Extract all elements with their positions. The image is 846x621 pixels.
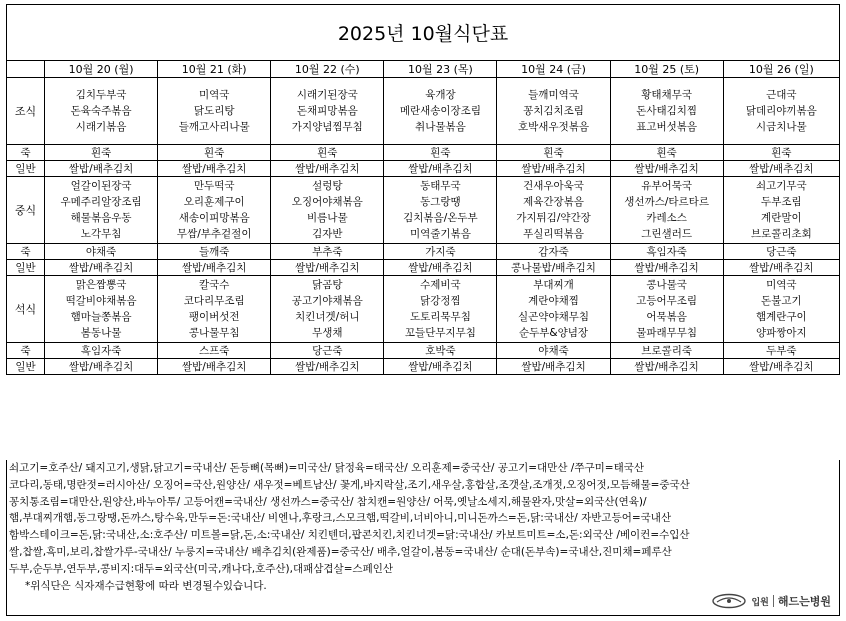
menu-item: 오리훈제구이: [183, 196, 245, 208]
menu-item: 제육간장볶음: [523, 196, 584, 208]
menu-item: 두부조림: [761, 196, 802, 208]
lunch-menu-cell: [384, 177, 497, 244]
menu-item: 떡갈비야채볶음: [65, 295, 137, 307]
porridge-cell: 브로콜리죽: [610, 343, 723, 359]
dinner-menu-cell: [610, 276, 723, 343]
menu-item: 햄계란구이: [755, 311, 807, 323]
dinner-label: 석식: [7, 276, 45, 343]
origin-lines: [7, 460, 839, 578]
menu-item: 김치두부국: [75, 89, 127, 101]
menu-item: 새송이피망볶음: [178, 212, 250, 224]
logo-name: 해드는병원: [777, 595, 831, 608]
dinner-menu-cell: [158, 276, 271, 343]
porridge-cell: 부추죽: [271, 244, 384, 260]
dinner-menu-cell: [45, 276, 158, 343]
menu-item: 김치볶음/온두부: [403, 212, 478, 224]
porridge-cell: 야채죽: [497, 343, 610, 359]
menu-item: 고등어무조림: [636, 295, 698, 307]
menu-item: 취나물볶음: [415, 121, 466, 133]
menu-item: 닭데리야끼볶음: [745, 105, 817, 117]
menu-item: 해물볶음우동: [70, 212, 132, 224]
regular-meal-cell: 쌀밥/배추김치: [271, 161, 384, 177]
porridge-cell: 스프죽: [158, 343, 271, 359]
regular-meal-cell: 쌀밥/배추김치: [158, 161, 271, 177]
breakfast-menu-cell: [723, 78, 839, 145]
menu-item: 봄동나물: [80, 327, 122, 339]
origin-line: 꽁치통조림=대만산,원양산,바누아투/ 고등어캔=국내산/ 생선까스=중국산/ 참치캔=원양산/ 어묵,옛날소세지,해물완자,맛살=외국산(연육)/: [9, 495, 647, 508]
menu-item: 무생채: [312, 327, 343, 339]
hospital-logo-icon: [711, 593, 747, 609]
menu-item: 돈육숙주볶음: [70, 105, 132, 117]
origin-line: 함박스테이크=돈,닭:국내산,소:호주산/ 미트볼=닭,돈,소:국내산/ 치킨텐더,팝콘치킨,치킨너겟=닭:국내산/ 카보트미트=소,돈:외국산 /베이컨=수입산: [9, 529, 690, 542]
menu-item: 치킨너겟/허니: [295, 311, 360, 323]
menu-item: 시래기볶음: [75, 121, 127, 133]
porridge-cell: 가지죽: [384, 244, 497, 260]
menu-item: 호박새우젓볶음: [518, 121, 590, 133]
menu-item: 닭곰탕: [312, 279, 343, 291]
menu-item: 가지양념찜무침: [291, 121, 363, 133]
menu-item: 얼갈이된장국: [70, 180, 132, 192]
menu-item: 꼬들단무지무침: [404, 327, 476, 339]
origin-line: 두부,순두부,연두부,콩비지:대두=외국산(미국,캐나다,호주산),대패삼겹살=스페인산: [9, 562, 394, 575]
porridge-cell: 흰죽: [158, 145, 271, 161]
regular-meal-cell: 쌀밥/배추김치: [384, 260, 497, 276]
lunch-row: [7, 177, 840, 244]
footer-note: *위식단은 식자재수급현황에 따라 변경될수있습니다.: [25, 579, 267, 592]
menu-item: 콩나물국: [646, 279, 687, 291]
lunch-menu-cell: [158, 177, 271, 244]
origin-line: 쌀,찹쌀,흑미,보리,찹쌀가루-국내산/ 누룽지=국내산/ 배추김치(완제품)=중국산/ 배추,얼갈이,봄동=국내산/ 순대(돈부속)=국내산,진미채=페루산: [9, 545, 672, 558]
date-header: 10월 22 (수): [271, 61, 384, 78]
porridge-cell: 흰죽: [497, 145, 610, 161]
porridge-label: 죽: [7, 244, 45, 260]
regular-meal-cell: 쌀밥/배추김치: [384, 161, 497, 177]
regular-meal-cell: 쌀밥/배추김치: [497, 161, 610, 177]
breakfast-porridge-row: [7, 145, 840, 161]
breakfast-label: 조식: [7, 78, 45, 145]
menu-item: 물파래무무침: [636, 327, 698, 339]
origin-line: 코다리,동태,명란젓=러시아산/ 오징어=국산,원양산/ 새우젓=베트남산/ 꽃게,바지락살,조기,새우살,홍합살,조갯살,조개젓,오징어젓,모듬해물=중국산: [9, 478, 690, 491]
lunch-menu-cell: [610, 177, 723, 244]
menu-item: 그린샐러드: [641, 228, 692, 240]
porridge-cell: 흰죽: [384, 145, 497, 161]
regular-meal-cell: 콩나물밥/배추김치: [497, 260, 610, 276]
menu-item: 부대찌개: [533, 279, 574, 291]
menu-item: 만두떡국: [193, 180, 235, 192]
regular-label: 일반: [7, 359, 45, 375]
menu-item: 햄마늘쫑볶음: [70, 311, 132, 323]
lunch-menu-cell: [45, 177, 158, 244]
porridge-cell: 흰죽: [610, 145, 723, 161]
menu-item: 비름나물: [307, 212, 348, 224]
menu-item: 실곤약야채무침: [518, 311, 590, 323]
menu-item: 맑은짬뽕국: [75, 279, 127, 291]
date-header: 10월 23 (목): [384, 61, 497, 78]
menu-item: 칼국수: [198, 279, 230, 291]
menu-item: 유부어묵국: [641, 180, 692, 192]
breakfast-menu-cell: [271, 78, 384, 145]
menu-item: 육개장: [425, 89, 456, 101]
porridge-label: 죽: [7, 145, 45, 161]
menu-item: 생선까스/타르타르: [624, 196, 709, 208]
dinner-row: [7, 276, 840, 343]
porridge-cell: 두부죽: [723, 343, 839, 359]
menu-item: 김자반: [312, 228, 343, 240]
breakfast-menu-cell: [610, 78, 723, 145]
regular-meal-cell: 쌀밥/배추김치: [158, 260, 271, 276]
breakfast-row: [7, 78, 840, 145]
menu-item: 코다리무조림: [183, 295, 245, 307]
menu-item: 동그랑땡: [420, 196, 461, 208]
porridge-cell: 호박죽: [384, 343, 497, 359]
menu-item: 푸실리떡볶음: [523, 228, 584, 240]
menu-item: 양파짱아지: [755, 327, 807, 339]
lunch-menu-cell: [723, 177, 839, 244]
regular-meal-cell: 쌀밥/배추김치: [271, 260, 384, 276]
dinner-menu-cell: [384, 276, 497, 343]
menu-item: 순두부&양념장: [519, 327, 589, 339]
porridge-cell: 흰죽: [723, 145, 839, 161]
logo-prefix: 입원: [751, 597, 769, 608]
menu-item: 공고기야채볶음: [291, 295, 363, 307]
menu-item: 메란새송이장조림: [399, 105, 481, 117]
regular-meal-cell: 쌀밥/배추김치: [723, 260, 839, 276]
regular-meal-cell: 쌀밥/배추김치: [723, 359, 839, 375]
menu-item: 미역국: [198, 89, 230, 101]
dinner-menu-cell: [723, 276, 839, 343]
menu-item: 계란야채찜: [528, 295, 579, 307]
menu-item: 계란말이: [761, 212, 802, 224]
regular-meal-cell: 쌀밥/배추김치: [45, 359, 158, 375]
regular-meal-cell: 쌀밥/배추김치: [45, 161, 158, 177]
breakfast-menu-cell: [45, 78, 158, 145]
date-header: 10월 21 (화): [158, 61, 271, 78]
logo-divider: [773, 595, 774, 607]
breakfast-regular-row: [7, 161, 840, 177]
menu-item: 수제비국: [420, 279, 461, 291]
breakfast-menu-cell: [384, 78, 497, 145]
breakfast-menu-cell: [158, 78, 271, 145]
breakfast-menu-cell: [497, 78, 610, 145]
menu-item: 어묵볶음: [646, 311, 687, 323]
menu-item: 무쌈/부추겉절이: [176, 228, 252, 240]
porridge-cell: 흰죽: [45, 145, 158, 161]
date-header: 10월 26 (일): [723, 61, 839, 78]
porridge-cell: 흑임자죽: [610, 244, 723, 260]
menu-item: 돈사태김치찜: [636, 105, 698, 117]
menu-item: 콩나물무침: [188, 327, 240, 339]
menu-item: 들깨고사리나물: [178, 121, 250, 133]
regular-meal-cell: 쌀밥/배추김치: [723, 161, 839, 177]
dinner-menu-cell: [271, 276, 384, 343]
menu-item: 꽁치김치조림: [523, 105, 584, 117]
menu-item: 설렁탕: [312, 180, 343, 192]
regular-meal-cell: 쌀밥/배추김치: [610, 260, 723, 276]
regular-meal-cell: 쌀밥/배추김치: [610, 359, 723, 375]
menu-item: 닭강정찜: [420, 295, 461, 307]
regular-meal-cell: 쌀밥/배추김치: [384, 359, 497, 375]
dinner-regular-row: [7, 359, 840, 375]
origin-line: 쇠고기=호주산/ 돼지고기,생닭,닭고기=국내산/ 돈등뼈(목뼈)=미국산/ 닭정육=태국산/ 오리훈제=중국산/ 공고기=대만산 /쭈구미=태국산: [9, 462, 644, 474]
origin-line: 햄,부대찌개햄,동그랑땡,돈까스,탕수육,만두=돈:국내산/ 비엔나,후랑크,스모크햄,떡갈비,너비아니,미니돈까스=돈,닭:국내산/ 자반고등어=국내산: [9, 512, 672, 525]
menu-item: 시금치나물: [755, 121, 807, 133]
menu-item: 동태무국: [420, 180, 461, 192]
date-header: 10월 20 (월): [45, 61, 158, 78]
menu-item: 건새우아욱국: [523, 180, 584, 192]
regular-meal-cell: 쌀밥/배추김치: [158, 359, 271, 375]
menu-item: 가지튀김/약간장: [516, 212, 591, 224]
menu-item: 우메주리알장조림: [60, 196, 142, 208]
regular-meal-cell: 쌀밥/배추김치: [497, 359, 610, 375]
menu-item: 시래기된장국: [296, 89, 358, 101]
lunch-menu-cell: [271, 177, 384, 244]
regular-meal-cell: 쌀밥/배추김치: [610, 161, 723, 177]
menu-item: 팽이버섯전: [188, 311, 240, 323]
porridge-cell: 들깨죽: [158, 244, 271, 260]
regular-label: 일반: [7, 260, 45, 276]
menu-item: 노각무침: [80, 228, 122, 240]
date-header: 10월 24 (금): [497, 61, 610, 78]
menu-item: 닭도리탕: [193, 105, 235, 117]
porridge-cell: 야채죽: [45, 244, 158, 260]
porridge-cell: 감자죽: [497, 244, 610, 260]
menu-item: 브로콜리초회: [750, 228, 812, 240]
regular-meal-cell: 쌀밥/배추김치: [45, 260, 158, 276]
dinner-menu-cell: [497, 276, 610, 343]
origin-notes: [6, 460, 840, 616]
regular-label: 일반: [7, 161, 45, 177]
menu-item: 돈불고기: [761, 295, 802, 307]
menu-table: [6, 4, 840, 375]
lunch-regular-row: [7, 260, 840, 276]
menu-item: 근대국: [766, 89, 797, 101]
menu-item: 들깨미역국: [528, 89, 579, 101]
porridge-cell: 흰죽: [271, 145, 384, 161]
hospital-logo: [711, 593, 831, 609]
corner-cell: [7, 61, 45, 78]
porridge-cell: 당근죽: [271, 343, 384, 359]
dinner-porridge-row: [7, 343, 840, 359]
lunch-menu-cell: [497, 177, 610, 244]
porridge-label: 죽: [7, 343, 45, 359]
lunch-label: 중식: [7, 177, 45, 244]
menu-item: 표고버섯볶음: [636, 121, 698, 133]
menu-item: 오징어야채볶음: [291, 196, 363, 208]
menu-item: 황태채무국: [641, 89, 692, 101]
menu-item: 쇠고기무국: [755, 180, 807, 192]
lunch-porridge-row: [7, 244, 840, 260]
menu-item: 돈채피망볶음: [296, 105, 358, 117]
menu-item: 카레소스: [646, 212, 687, 224]
menu-item: 도토리묵무침: [409, 311, 471, 323]
date-header: 10월 25 (토): [610, 61, 723, 78]
porridge-cell: 당근죽: [723, 244, 839, 260]
menu-item: 미역국: [766, 279, 797, 291]
page-title: 2025년 10월식단표: [7, 5, 840, 61]
menu-item: 미역줄기볶음: [409, 228, 471, 240]
porridge-cell: 흑임자죽: [45, 343, 158, 359]
menu-sheet: [6, 4, 840, 616]
date-header-row: [7, 61, 840, 78]
regular-meal-cell: 쌀밥/배추김치: [271, 359, 384, 375]
